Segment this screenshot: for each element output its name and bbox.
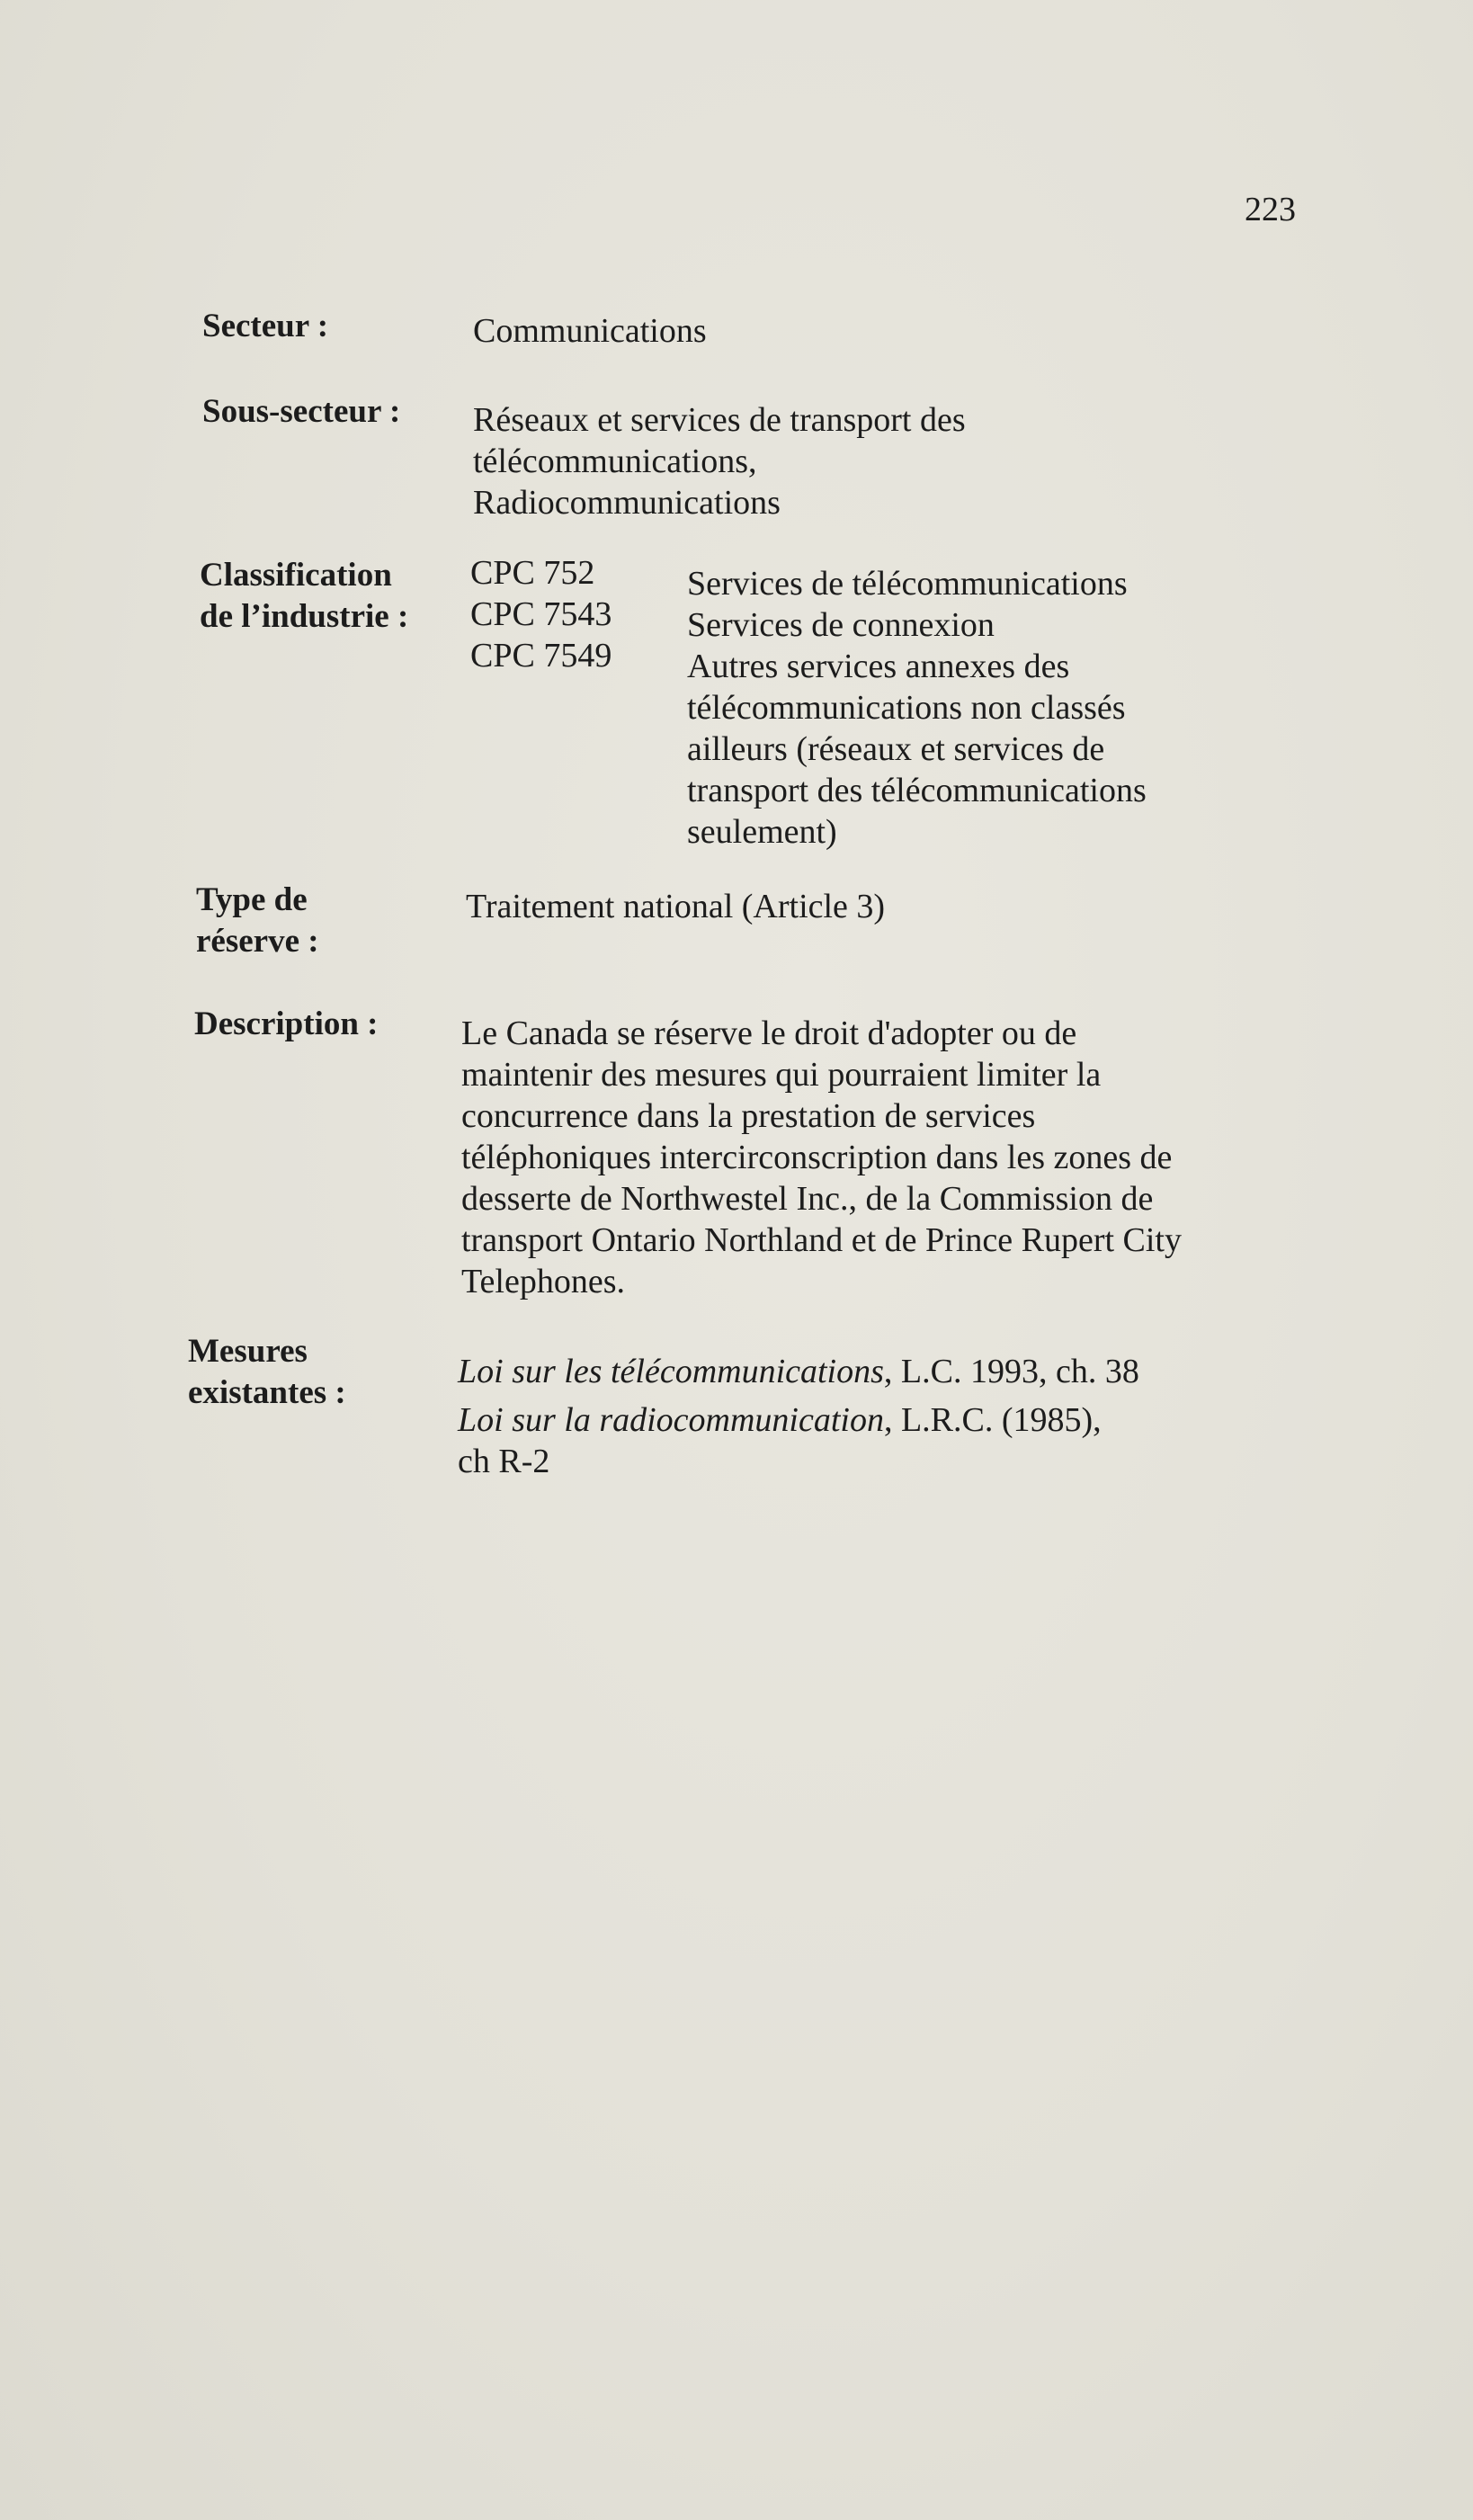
cpc-description-line: télécommunications non classés [687, 689, 1126, 727]
cpc-description-line: seulement) [687, 813, 837, 851]
sous-secteur-label: Sous-secteur : [202, 393, 401, 430]
mesures-value [458, 1351, 1139, 1482]
description-line: téléphoniques intercirconscription dans les zones de [461, 1139, 1173, 1176]
type-reserve-value: Traitement national (Article 3) [466, 888, 886, 925]
description-line: concurrence dans la prestation de services [461, 1097, 1036, 1135]
cpc-description-list [687, 563, 1147, 853]
cpc-description-line: ailleurs (réseaux et services de [687, 730, 1105, 768]
mesures-label-line: Mesures [188, 1333, 308, 1370]
description-line: maintenir des mesures qui pourraient limiter la [461, 1056, 1102, 1094]
page-number: 223 [1245, 191, 1296, 228]
sous-secteur-line: Réseaux et services de transport des [473, 401, 966, 439]
sous-secteur-line: Radiocommunications [473, 484, 781, 522]
type-reserve-label-line: Type de [196, 881, 308, 918]
measure-telecom-act [458, 1351, 1139, 1392]
cpc-code: CPC 7543 [470, 595, 612, 633]
mesures-label [188, 1331, 346, 1414]
measure-radio-act [458, 1399, 1139, 1441]
cpc-code: CPC 752 [470, 554, 595, 592]
cpc-description-line: transport des télécommunications [687, 772, 1147, 809]
description-line: desserte de Northwestel Inc., de la Commission de [461, 1180, 1154, 1218]
measure-telecom-act-title: Loi sur les télécommunications [458, 1353, 884, 1390]
description-label: Description : [194, 1005, 379, 1042]
cpc-code: CPC 7549 [470, 637, 612, 675]
cpc-description-line: Services de connexion [687, 606, 995, 644]
measure-radio-act-title: Loi sur la radiocommunication [458, 1401, 884, 1439]
description-line: Telephones. [461, 1263, 626, 1300]
secteur-label: Secteur : [202, 308, 329, 344]
classification-label [200, 555, 408, 638]
measure-telecom-act-citation: , L.C. 1993, ch. 38 [883, 1353, 1139, 1390]
cpc-description-line: Autres services annexes des [687, 648, 1070, 685]
secteur-value: Communications [473, 312, 707, 350]
description-line: Le Canada se réserve le droit d'adopter ou de [461, 1014, 1077, 1052]
cpc-code-list [470, 552, 612, 676]
mesures-label-line: existantes : [188, 1374, 346, 1411]
measure-radio-act-chapter: ch R-2 [458, 1443, 550, 1480]
type-reserve-label [196, 880, 319, 962]
cpc-description-line: Services de télécommunications [687, 565, 1128, 603]
sous-secteur-value [473, 399, 966, 523]
classification-label-line: de l’industrie : [200, 598, 409, 635]
description-line: transport Ontario Northland et de Prince Rupert City [461, 1221, 1182, 1259]
classification-label-line: Classification [200, 557, 392, 594]
measure-radio-act-citation: , L.R.C. (1985), [883, 1401, 1102, 1439]
sous-secteur-line: télécommunications, [473, 442, 757, 480]
description-text [461, 1013, 1182, 1302]
type-reserve-label-line: réserve : [196, 923, 319, 960]
